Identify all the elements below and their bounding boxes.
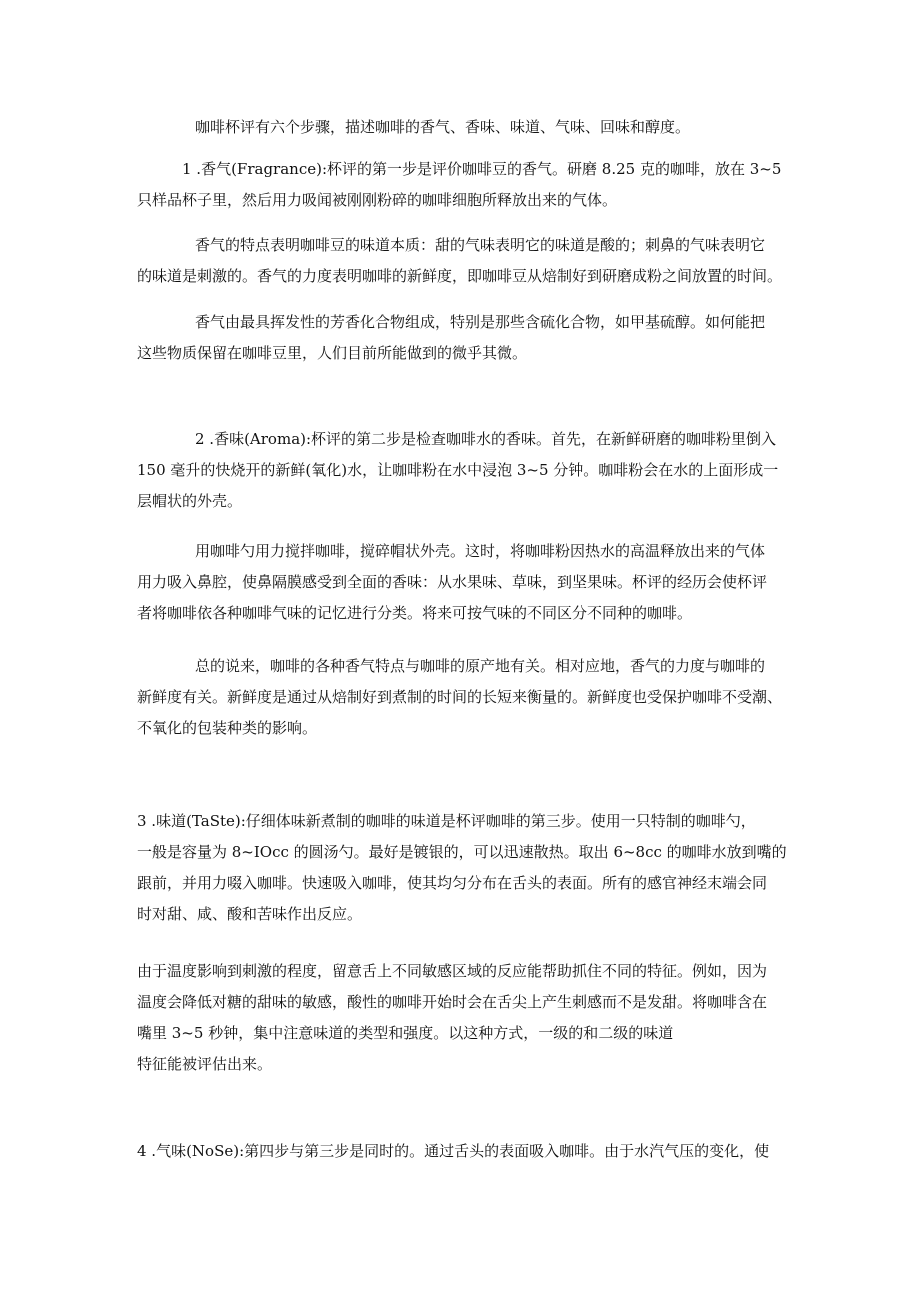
section-4-nose <box>137 1136 787 1167</box>
text-line: 香气由最具挥发性的芳香化合物组成，特别是那些含硫化合物，如甲基硫醇。如何能把 <box>195 313 766 331</box>
text-line: 温度会降低对糖的甜味的敏感，酸性的咖啡开始时会在舌尖上产生刺感而不是发甜。将咖啡含在 <box>137 993 768 1011</box>
text-line: 嘴里 3~5 秒钟，集中注意味道的类型和强度。以这种方式，一级的和二级的味道 <box>137 1024 674 1042</box>
intro-paragraph <box>137 112 787 143</box>
text-line: 用咖啡勺用力搅拌咖啡，搅碎帽状外壳。这时，将咖啡粉因热水的高温释放出来的气体 <box>195 542 766 560</box>
aroma-paragraph-2 <box>137 536 787 629</box>
text-line: 4 .气味(NoSe):第四步与第三步是同时的。通过舌头的表面吸入咖啡。由于水汽气压的变化，使 <box>137 1142 770 1160</box>
text-line: 跟前，并用力啜入咖啡。快速吸入咖啡，使其均匀分布在舌头的表面。所有的感官神经末端会同 <box>137 874 768 892</box>
text-line: 层帽状的外壳。 <box>137 492 243 510</box>
text-line: 者将咖啡依各种咖啡气味的记忆进行分类。将来可按气味的不同区分不同种的咖啡。 <box>137 604 693 622</box>
section-2-aroma <box>137 424 787 517</box>
text-line: 只样品杯子里，然后用力吸闻被刚刚粉碎的咖啡细胞所释放出来的气体。 <box>137 191 618 209</box>
taste-paragraph-2 <box>137 956 787 1080</box>
text-line: 用力吸入鼻腔，使鼻隔膜感受到全面的香味：从水果味、草味，到坚果味。杯评的经历会使杯评 <box>137 573 768 591</box>
text-line: 咖啡杯评有六个步骤，描述咖啡的香气、香味、味道、气味、回味和醇度。 <box>195 118 691 136</box>
text-line: 香气的特点表明咖啡豆的味道本质：甜的气味表明它的味道是酸的；刺鼻的气味表明它 <box>195 236 766 254</box>
text-line: 时对甜、咸、酸和苦味作出反应。 <box>137 905 363 923</box>
text-line: 一般是容量为 8~IOcc 的圆汤勺。最好是镀银的，可以迅速散热。取出 6~8cc 的咖啡水放到嘴的 <box>137 843 787 861</box>
section-1-fragrance <box>137 154 787 216</box>
text-line: 由于温度影响到刺激的程度，留意舌上不同敏感区域的反应能帮助抓住不同的特征。例如，因为 <box>137 962 768 980</box>
text-line: 150 毫升的快烧开的新鲜(氧化)水，让咖啡粉在水中浸泡 3~5 分钟。咖啡粉会在水的上面形成一 <box>137 461 779 479</box>
text-line: 总的说来，咖啡的各种香气特点与咖啡的原产地有关。相对应地，香气的力度与咖啡的 <box>195 657 766 675</box>
aroma-paragraph-3 <box>137 651 787 744</box>
text-line: 新鲜度有关。新鲜度是通过从焙制好到煮制的时间的长短来衡量的。新鲜度也受保护咖啡不受潮、 <box>137 688 783 706</box>
fragrance-paragraph-2 <box>137 230 787 292</box>
text-line: 的味道是刺激的。香气的力度表明咖啡的新鲜度，即咖啡豆从焙制好到研磨成粉之间放置的时间。 <box>137 267 783 285</box>
text-line: 3 .味道(TaSte):仔细体味新煮制的咖啡的味道是杯评咖啡的第三步。使用一只特制的咖啡勺， <box>137 812 756 830</box>
text-line: 特征能被评估出来。 <box>137 1055 273 1073</box>
section-3-taste <box>137 806 787 930</box>
fragrance-paragraph-3 <box>137 307 787 369</box>
text-line: 这些物质保留在咖啡豆里，人们目前所能做到的微乎其微。 <box>137 344 528 362</box>
text-line: 1 .香气(Fragrance):杯评的第一步是评价咖啡豆的香气。研磨 8.25 克的咖啡，放在 3~5 <box>182 160 782 178</box>
text-line: 不氧化的包装种类的影响。 <box>137 719 318 737</box>
text-line: 2 .香味(Aroma):杯评的第二步是检查咖啡水的香味。首先，在新鲜研磨的咖啡粉里倒入 <box>195 430 777 448</box>
